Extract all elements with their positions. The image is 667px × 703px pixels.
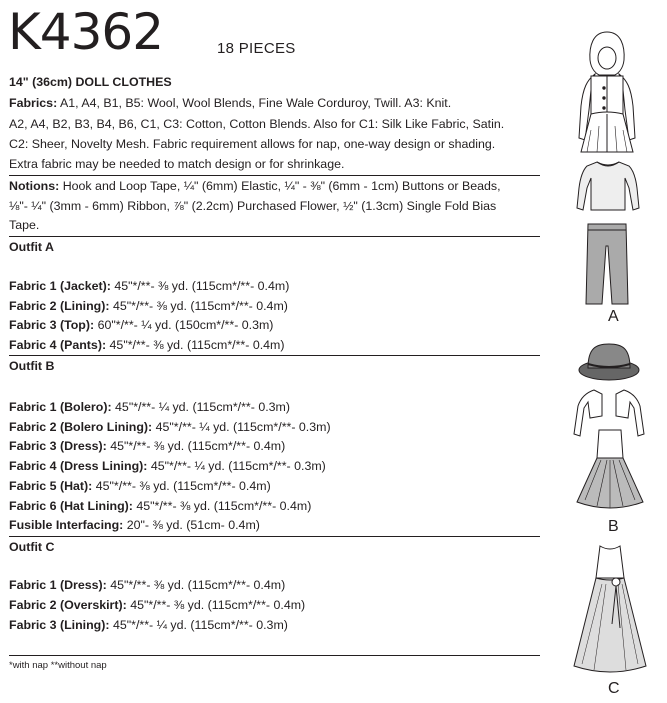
fabric-row (9, 478, 271, 495)
fabric-row-value: 45"*/**- ¼ yd. (115cm*/**- 0.3m) (109, 618, 288, 632)
fabric-row-value: 45"*/**- ⅜ yd. (115cm*/**- 0.4m) (132, 498, 312, 513)
figure-label-c: C (608, 680, 620, 697)
fabrics-line-4: Extra fabric may be needed to match design or for shrinkage. (9, 157, 345, 171)
fabrics-label: Fabrics: (9, 96, 58, 110)
outfit-c-heading: Outfit C (9, 540, 55, 554)
fabrics-line-2: A2, A4, B2, B3, B4, B6, C1, C3: Cotton, Cotton Blends. Also for C1: Silk Like Fabric, Satin. (9, 117, 505, 131)
fabric-row-label: Fabric 4 (Dress Lining): (9, 459, 148, 474)
fabric-row-label: Fabric 4 (Pants): (9, 338, 107, 353)
fabric-row-value: 45"*/**- ⅜ yd. (115cm*/**- 0.4m) (110, 279, 290, 293)
notions-label: Notions: (9, 179, 60, 193)
fabrics-line-3: C2: Sheer, Novelty Mesh. Fabric requirement allows for nap, one-way design or shading. (9, 137, 496, 151)
pants-illustration (582, 220, 632, 306)
fabric-row-value: 45"*/**- ¼ yd. (115cm*/**- 0.3m) (111, 400, 290, 414)
pattern-title: 14" (36cm) DOLL CLOTHES (9, 75, 172, 89)
fabric-row (9, 298, 288, 315)
divider (9, 655, 540, 656)
hooded-jacket-illustration (577, 30, 637, 160)
fabrics-text-1: A1, A4, B1, B5: Wool, Wool Blends, Fine Wale Corduroy, Twill. A3: Knit. (57, 96, 452, 110)
fabric-row-label: Fabric 3 (Lining): (9, 618, 110, 632)
fabric-row-label: Fabric 3 (Dress): (9, 439, 107, 454)
divider (9, 175, 540, 176)
divider (9, 236, 540, 237)
fabric-row (9, 399, 290, 416)
fabric-row-label: Fabric 1 (Jacket): (9, 279, 111, 293)
fabric-row (9, 458, 326, 475)
figure-label-a: A (608, 308, 619, 325)
fabric-row-value: 45"*/**- ⅜ yd. (115cm*/**- 0.4m) (106, 578, 286, 592)
notions-text-1: Hook and Loop Tape, ¼" (6mm) Elastic, ¼" - ⅜" (6mm - 1cm) Buttons or Beads, (59, 179, 501, 193)
pieces-count: 18 PIECES (217, 40, 296, 57)
fabric-row (9, 419, 331, 436)
outfit-b-heading: Outfit B (9, 359, 55, 373)
fabric-row-label: Fabric 3 (Top): (9, 318, 95, 333)
fabric-row-label: Fabric 1 (Bolero): (9, 400, 112, 414)
pattern-number: K4362 (8, 3, 164, 61)
fabric-row (9, 617, 288, 634)
fabric-row-value: 45"*/**- ¼ yd. (115cm*/**- 0.3m) (147, 459, 326, 474)
figure-label-b: B (608, 518, 619, 535)
fabric-row-label: Fabric 2 (Lining): (9, 298, 110, 313)
fabric-row (9, 438, 285, 455)
fabric-row-value: 45"*/**- ¼ yd. (115cm*/**- 0.3m) (152, 419, 331, 434)
divider (9, 536, 540, 537)
divider (9, 355, 540, 356)
fabric-row-label: Fusible Interfacing: (9, 518, 124, 533)
fabric-row-value: 45"*/**- ⅜ yd. (115cm*/**- 0.4m) (126, 598, 306, 612)
top-illustration (575, 158, 641, 214)
fabric-row-value: 45"*/**- ⅜ yd. (115cm*/**- 0.4m) (92, 478, 271, 493)
hat-illustration (576, 340, 642, 384)
fabric-row-label: Fabric 1 (Dress): (9, 578, 107, 592)
fabric-row-value: 60"*/**- ¼ yd. (150cm*/**- 0.3m) (94, 318, 274, 333)
fabric-row-value: 20"- ⅜ yd. (51cm- 0.4m) (123, 518, 260, 533)
dress-b-illustration (575, 428, 645, 514)
notions-line-3: Tape. (9, 218, 40, 232)
fabric-row (9, 337, 285, 354)
fabric-row-label: Fabric 2 (Overskirt): (9, 598, 127, 612)
fabric-row-label: Fabric 5 (Hat): (9, 478, 93, 493)
fabric-row (9, 498, 311, 515)
fabric-row-label: Fabric 2 (Bolero Lining): (9, 419, 153, 434)
fabric-row-value: 45"*/**- ⅜ yd. (115cm*/**- 0.4m) (109, 298, 288, 313)
fabric-row (9, 278, 289, 295)
fabric-row-label: Fabric 6 (Hat Lining): (9, 498, 133, 513)
fabrics-line-1 (9, 95, 451, 112)
gown-c-illustration (572, 544, 648, 678)
footnote: *with nap **without nap (9, 660, 107, 671)
fabric-row (9, 317, 273, 334)
notions-line-1 (9, 178, 501, 195)
fabric-row (9, 597, 305, 614)
fabric-row (9, 577, 285, 594)
fabric-row (9, 517, 260, 534)
illustrations (560, 0, 667, 703)
fabric-row-value: 45"*/**- ⅜ yd. (115cm*/**- 0.4m) (106, 338, 285, 353)
outfit-a-heading: Outfit A (9, 240, 54, 254)
notions-line-2: ⅛"- ¼" (3mm - 6mm) Ribbon, ⅞" (2.2cm) Purchased Flower, ½" (1.3cm) Single Fold Bias (9, 199, 497, 213)
fabric-row-value: 45"*/**- ⅜ yd. (115cm*/**- 0.4m) (106, 439, 286, 454)
